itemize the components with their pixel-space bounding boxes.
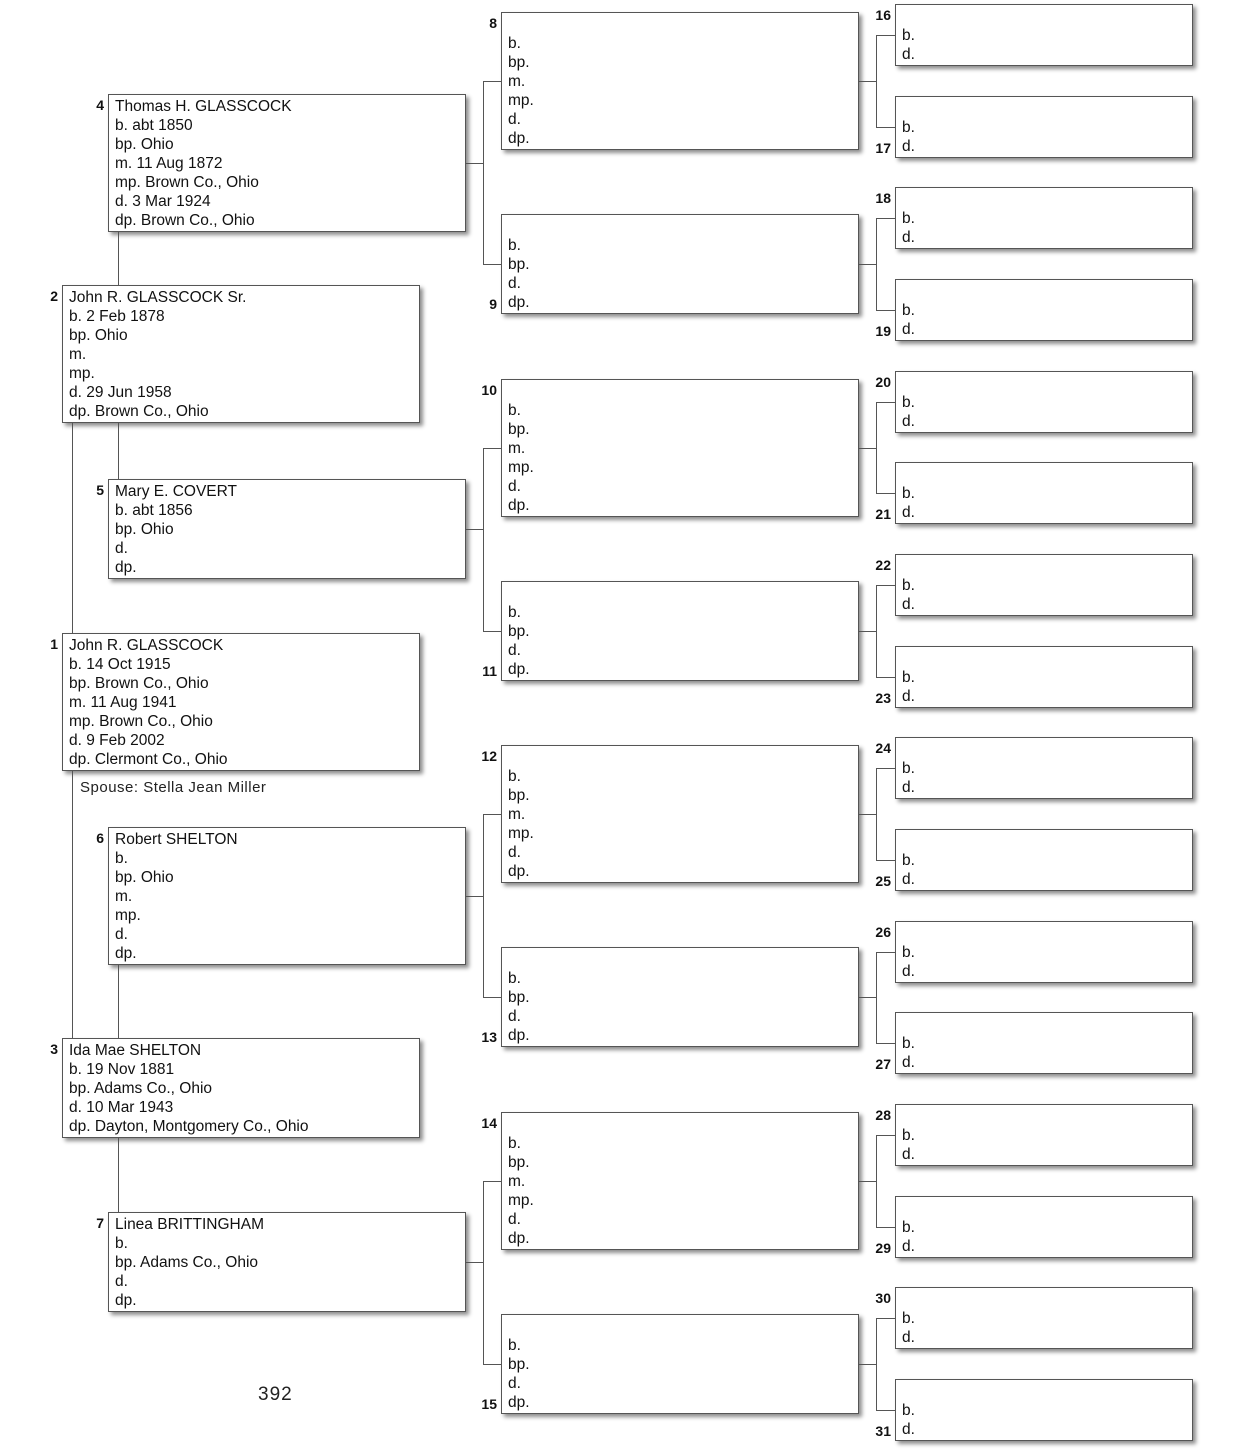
- person-name: Linea BRITTINGHAM: [115, 1216, 265, 1233]
- person-fact: m.: [115, 888, 133, 905]
- connector-line: [876, 218, 877, 311]
- person-fact: mp.: [115, 907, 141, 924]
- person-box-17: [895, 96, 1193, 158]
- person-fact: m.: [508, 73, 526, 90]
- person-fact: m. 11 Aug 1872: [115, 155, 223, 172]
- connector-line: [876, 1410, 895, 1411]
- person-box-29: [895, 1196, 1193, 1258]
- person-box-22: [895, 554, 1193, 616]
- person-box-26: [895, 921, 1193, 983]
- connector-line: [483, 1364, 501, 1365]
- person-box-10: [501, 379, 859, 517]
- connector-line: [118, 1138, 119, 1212]
- person-fact: bp. Brown Co., Ohio: [69, 675, 209, 692]
- person-fact: d.: [902, 1146, 915, 1163]
- person-fact: bp. Adams Co., Ohio: [69, 1080, 213, 1097]
- person-number-9: 9: [489, 296, 497, 312]
- connector-line: [876, 127, 895, 128]
- person-number-26: 26: [875, 924, 891, 940]
- person-box-24: [895, 737, 1193, 799]
- person-fact: b.: [115, 850, 128, 867]
- person-number-17: 17: [875, 140, 891, 156]
- person-box-9: [501, 214, 859, 314]
- connector-line: [483, 1181, 501, 1182]
- connector-line: [876, 310, 895, 311]
- person-fact: dp.: [508, 1027, 530, 1044]
- person-number-4: 4: [96, 97, 104, 113]
- connector-line: [876, 402, 877, 494]
- person-number-29: 29: [875, 1240, 891, 1256]
- person-box-25: [895, 829, 1193, 891]
- person-number-11: 11: [482, 663, 497, 679]
- connector-line: [876, 768, 895, 769]
- person-fact: b.: [902, 394, 915, 411]
- person-number-8: 8: [489, 15, 497, 31]
- person-name: Ida Mae SHELTON: [69, 1042, 202, 1059]
- person-number-3: 3: [50, 1041, 58, 1057]
- connector-line: [118, 232, 119, 285]
- person-fact: d.: [902, 1329, 915, 1346]
- connector-line: [483, 814, 501, 815]
- person-fact: d.: [508, 111, 521, 128]
- person-box-6: [108, 827, 466, 965]
- person-fact: d.: [508, 1008, 521, 1025]
- person-fact: b. abt 1856: [115, 502, 193, 519]
- person-box-3: [62, 1038, 420, 1138]
- person-number-23: 23: [875, 690, 891, 706]
- person-fact: b.: [115, 1235, 128, 1252]
- page-number: 392: [258, 1384, 293, 1405]
- person-fact: dp.: [508, 130, 530, 147]
- person-fact: d.: [115, 926, 128, 943]
- connector-line: [483, 814, 484, 998]
- connector-line: [859, 814, 876, 815]
- person-fact: d. 10 Mar 1943: [69, 1099, 174, 1116]
- person-fact: d.: [902, 871, 915, 888]
- connector-line: [876, 1318, 877, 1411]
- person-fact: bp.: [508, 256, 530, 273]
- person-fact: d.: [115, 1273, 128, 1290]
- person-fact: dp.: [508, 863, 530, 880]
- person-name: Mary E. COVERT: [115, 483, 238, 500]
- person-fact: mp. Brown Co., Ohio: [115, 174, 259, 191]
- person-fact: b. 19 Nov 1881: [69, 1061, 175, 1078]
- person-number-15: 15: [481, 1396, 497, 1412]
- person-box-2: [62, 285, 420, 423]
- person-fact: b.: [508, 604, 521, 621]
- connector-line: [466, 163, 483, 164]
- person-number-6: 6: [96, 830, 104, 846]
- connector-line: [483, 997, 501, 998]
- person-fact: mp. Brown Co., Ohio: [69, 713, 213, 730]
- person-fact: m.: [508, 1173, 526, 1190]
- person-number-14: 14: [481, 1115, 497, 1131]
- connector-line: [876, 860, 895, 861]
- connector-line: [876, 1135, 877, 1228]
- person-fact: b.: [508, 768, 521, 785]
- person-fact: b.: [508, 402, 521, 419]
- person-fact: b.: [902, 302, 915, 319]
- person-fact: bp.: [508, 787, 530, 804]
- person-fact: b.: [508, 1337, 521, 1354]
- connector-line: [876, 1318, 895, 1319]
- person-fact: d.: [508, 275, 521, 292]
- connector-line: [466, 1262, 483, 1263]
- person-fact: d.: [115, 540, 128, 557]
- person-fact: d.: [902, 504, 915, 521]
- connector-line: [876, 35, 877, 128]
- spouse-label: Spouse: Stella Jean Miller: [80, 779, 267, 796]
- person-fact: mp.: [508, 459, 534, 476]
- person-fact: dp.: [508, 1394, 530, 1411]
- person-fact: bp.: [508, 54, 530, 71]
- person-number-22: 22: [875, 557, 891, 573]
- person-box-30: [895, 1287, 1193, 1349]
- person-name: John R. GLASSCOCK: [69, 637, 224, 654]
- person-fact: dp. Brown Co., Ohio: [115, 212, 255, 229]
- person-fact: bp.: [508, 1154, 530, 1171]
- person-fact: d.: [902, 1238, 915, 1255]
- person-number-5: 5: [96, 482, 104, 498]
- person-name: [508, 217, 858, 236]
- person-fact: d.: [902, 1421, 915, 1438]
- person-fact: b.: [508, 237, 521, 254]
- person-box-19: [895, 279, 1193, 341]
- person-fact: b.: [902, 944, 915, 961]
- person-fact: d.: [902, 963, 915, 980]
- person-fact: d.: [508, 478, 521, 495]
- person-fact: d.: [902, 46, 915, 63]
- person-name: [508, 748, 858, 767]
- person-number-21: 21: [875, 506, 891, 522]
- person-fact: m.: [69, 346, 87, 363]
- person-fact: bp.: [508, 421, 530, 438]
- person-number-2: 2: [50, 288, 58, 304]
- connector-line: [859, 448, 876, 449]
- person-fact: d.: [508, 642, 521, 659]
- person-number-30: 30: [875, 1290, 891, 1306]
- person-fact: b.: [508, 1135, 521, 1152]
- person-fact: m.: [508, 440, 526, 457]
- person-number-7: 7: [96, 1215, 104, 1231]
- person-fact: dp. Brown Co., Ohio: [69, 403, 209, 420]
- connector-line: [859, 1181, 876, 1182]
- person-box-5: [108, 479, 466, 579]
- connector-line: [876, 952, 895, 953]
- person-fact: d.: [902, 779, 915, 796]
- person-box-11: [501, 581, 859, 681]
- person-name: Robert SHELTON: [115, 831, 238, 848]
- person-fact: bp. Ohio: [69, 327, 128, 344]
- person-fact: b.: [902, 760, 915, 777]
- person-fact: d.: [902, 321, 915, 338]
- person-number-28: 28: [875, 1107, 891, 1123]
- person-fact: b.: [902, 1035, 915, 1052]
- person-fact: bp.: [508, 623, 530, 640]
- person-fact: dp.: [508, 294, 530, 311]
- person-box-4: [108, 94, 466, 232]
- person-fact: b.: [902, 210, 915, 227]
- person-fact: bp.: [508, 989, 530, 1006]
- person-box-7: [108, 1212, 466, 1312]
- person-box-18: [895, 187, 1193, 249]
- person-box-12: [501, 745, 859, 883]
- person-number-18: 18: [875, 190, 891, 206]
- person-fact: b.: [902, 119, 915, 136]
- connector-line: [876, 35, 895, 36]
- person-number-19: 19: [875, 323, 891, 339]
- person-box-16: [895, 4, 1193, 66]
- person-fact: b.: [508, 35, 521, 52]
- person-fact: dp.: [115, 945, 137, 962]
- person-fact: b. 2 Feb 1878: [69, 308, 165, 325]
- connector-line: [483, 81, 501, 82]
- person-number-16: 16: [875, 7, 891, 23]
- person-number-12: 12: [481, 748, 497, 764]
- person-fact: m.: [508, 806, 526, 823]
- person-fact: d.: [508, 1375, 521, 1392]
- connector-line: [876, 677, 895, 678]
- connector-line: [118, 965, 119, 1038]
- connector-line: [118, 423, 119, 479]
- person-name: [508, 584, 858, 603]
- person-fact: b.: [902, 27, 915, 44]
- person-fact: b.: [902, 1402, 915, 1419]
- connector-line: [483, 264, 501, 265]
- person-box-31: [895, 1379, 1193, 1441]
- person-fact: b.: [902, 1219, 915, 1236]
- person-name: [508, 950, 858, 969]
- connector-line: [876, 585, 895, 586]
- person-fact: d. 29 Jun 1958: [69, 384, 172, 401]
- person-box-23: [895, 646, 1193, 708]
- person-name: Thomas H. GLASSCOCK: [115, 98, 292, 115]
- person-fact: d.: [902, 229, 915, 246]
- connector-line: [72, 771, 73, 1038]
- connector-line: [876, 585, 877, 678]
- connector-line: [876, 768, 877, 861]
- person-box-15: [501, 1314, 859, 1414]
- person-box-28: [895, 1104, 1193, 1166]
- person-fact: mp.: [508, 92, 534, 109]
- connector-line: [859, 81, 876, 82]
- person-name: [508, 1115, 858, 1134]
- connector-line: [859, 264, 876, 265]
- person-fact: b.: [902, 1127, 915, 1144]
- person-fact: d.: [902, 688, 915, 705]
- person-number-1: 1: [50, 636, 58, 652]
- connector-line: [876, 1043, 895, 1044]
- person-number-13: 13: [481, 1029, 497, 1045]
- person-fact: b.: [902, 485, 915, 502]
- person-fact: mp.: [69, 365, 95, 382]
- person-fact: dp. Clermont Co., Ohio: [69, 751, 228, 768]
- person-fact: d. 3 Mar 1924: [115, 193, 211, 210]
- person-fact: d.: [902, 1054, 915, 1071]
- person-fact: bp. Adams Co., Ohio: [115, 1254, 259, 1271]
- connector-line: [859, 631, 876, 632]
- person-fact: bp. Ohio: [115, 869, 174, 886]
- connector-line: [483, 1181, 484, 1365]
- connector-line: [483, 81, 484, 265]
- person-name: [508, 382, 858, 401]
- person-fact: d.: [902, 138, 915, 155]
- person-fact: dp.: [115, 1292, 137, 1309]
- person-fact: d.: [508, 844, 521, 861]
- person-number-25: 25: [875, 873, 891, 889]
- person-fact: b.: [902, 852, 915, 869]
- connector-line: [876, 493, 895, 494]
- connector-line: [876, 218, 895, 219]
- person-box-13: [501, 947, 859, 1047]
- connector-line: [876, 402, 895, 403]
- person-box-8: [501, 12, 859, 150]
- person-fact: d.: [902, 413, 915, 430]
- person-fact: dp.: [508, 661, 530, 678]
- person-number-27: 27: [875, 1056, 891, 1072]
- connector-line: [876, 1227, 895, 1228]
- connector-line: [876, 952, 877, 1044]
- connector-line: [859, 997, 876, 998]
- person-fact: b.: [902, 1310, 915, 1327]
- person-fact: b.: [508, 970, 521, 987]
- person-fact: b.: [902, 577, 915, 594]
- person-box-20: [895, 371, 1193, 433]
- person-number-10: 10: [481, 382, 497, 398]
- person-fact: dp.: [115, 559, 137, 576]
- person-number-20: 20: [875, 374, 891, 390]
- person-box-14: [501, 1112, 859, 1250]
- person-fact: mp.: [508, 825, 534, 842]
- person-name: [508, 15, 858, 34]
- person-fact: bp. Ohio: [115, 521, 174, 538]
- person-fact: dp.: [508, 1230, 530, 1247]
- person-name: John R. GLASSCOCK Sr.: [69, 289, 247, 306]
- person-fact: mp.: [508, 1192, 534, 1209]
- person-fact: m. 11 Aug 1941: [69, 694, 177, 711]
- person-fact: b.: [902, 669, 915, 686]
- person-fact: bp. Ohio: [115, 136, 174, 153]
- connector-line: [483, 448, 484, 632]
- person-fact: dp. Dayton, Montgomery Co., Ohio: [69, 1118, 309, 1135]
- connector-line: [72, 423, 73, 633]
- person-fact: dp.: [508, 497, 530, 514]
- connector-line: [466, 529, 483, 530]
- person-fact: b. 14 Oct 1915: [69, 656, 171, 673]
- person-fact: b. abt 1850: [115, 117, 193, 134]
- connector-line: [466, 896, 483, 897]
- person-fact: d.: [902, 596, 915, 613]
- person-number-24: 24: [875, 740, 891, 756]
- person-fact: d. 9 Feb 2002: [69, 732, 165, 749]
- person-fact: bp.: [508, 1356, 530, 1373]
- person-number-31: 31: [875, 1423, 891, 1439]
- connector-line: [483, 448, 501, 449]
- person-name: [508, 1317, 858, 1336]
- person-box-1: [62, 633, 420, 771]
- connector-line: [859, 1364, 876, 1365]
- person-fact: d.: [508, 1211, 521, 1228]
- connector-line: [483, 631, 501, 632]
- person-box-27: [895, 1012, 1193, 1074]
- person-box-21: [895, 462, 1193, 524]
- connector-line: [876, 1135, 895, 1136]
